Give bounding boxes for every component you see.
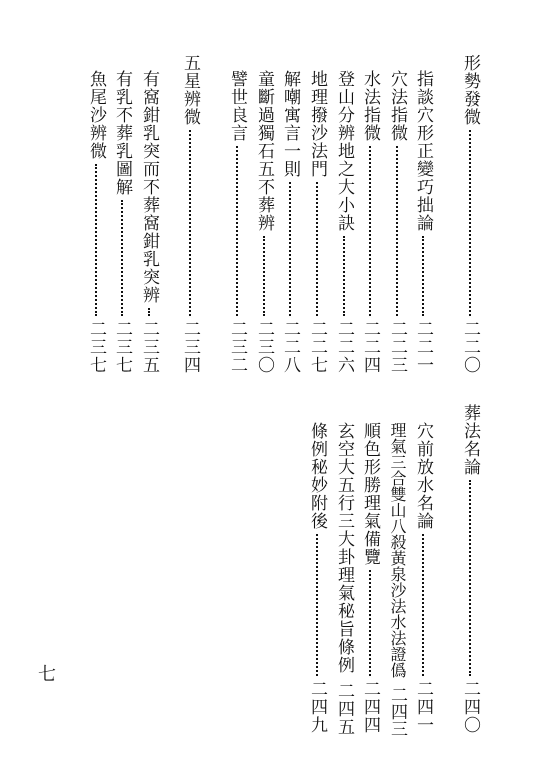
toc-entry (360, 70, 380, 374)
dot-leader (263, 236, 265, 316)
toc-page-number: 二二八 (280, 320, 300, 374)
dot-leader (95, 164, 97, 316)
toc-entry (460, 404, 480, 734)
toc-page-number: 二四一 (413, 680, 433, 734)
toc-page-number: 二二六 (334, 320, 354, 374)
toc-entry (254, 70, 274, 374)
toc-page-number: 二三二 (227, 320, 247, 374)
toc-entry (387, 70, 407, 374)
dot-leader (148, 308, 150, 316)
toc-page-number: 二二三 (387, 320, 407, 374)
toc-title: 穴前放水名論 (413, 422, 433, 530)
dot-leader (369, 146, 371, 316)
toc-page-number: 二二四 (360, 320, 380, 374)
dot-leader (316, 534, 318, 676)
dot-leader (121, 200, 123, 316)
toc-title: 穴法指微 (387, 70, 407, 142)
toc-title: 有乳不葬乳圖解 (112, 70, 132, 196)
toc-page-number: 二四〇 (460, 680, 480, 734)
toc-title: 地理撥沙法門 (307, 70, 327, 178)
dot-leader (369, 570, 371, 676)
toc-entry (460, 54, 480, 374)
toc-page-number: 二三七 (86, 320, 106, 374)
toc-title: 指談穴形正變巧拙論 (413, 70, 433, 232)
toc-page-number: 二三四 (180, 320, 200, 374)
toc-title: 譬世良言 (227, 70, 247, 142)
toc-entry (360, 422, 380, 734)
folio-page-number: 七 (38, 664, 56, 685)
toc-page-number: 二三七 (112, 320, 132, 374)
toc-entry (334, 422, 354, 734)
dot-leader (422, 534, 424, 676)
toc-entry (227, 70, 247, 374)
dot-leader (396, 146, 398, 316)
toc-title: 解嘲寓言一則 (280, 70, 300, 178)
dot-leader (469, 130, 471, 316)
toc-title: 葬法名論 (460, 404, 480, 476)
toc-entry (413, 70, 433, 374)
toc-page-number: 二四三 (387, 686, 407, 737)
toc-entry (112, 70, 132, 374)
toc-title: 有窩鉗乳突而不葬窩鉗乳突辨 (139, 70, 159, 304)
toc-page-number: 二二七 (307, 320, 327, 374)
toc-title: 形勢發微 (460, 54, 480, 126)
toc-page-number: 二三五 (139, 320, 159, 374)
toc-page-number: 二四九 (307, 680, 327, 734)
dot-leader (343, 236, 345, 316)
toc-title: 理氣三合雙山八殺黃泉沙法水法證僞 (388, 422, 407, 678)
toc-page-number: 二四四 (360, 680, 380, 734)
toc-title: 魚尾沙辨微 (86, 70, 106, 160)
dot-leader (189, 130, 191, 316)
toc-title: 順色形勝理氣備覽 (360, 422, 380, 566)
toc-title: 五星辨微 (180, 54, 200, 126)
dot-leader (422, 236, 424, 316)
toc-entry (413, 422, 433, 734)
dot-leader (289, 182, 291, 316)
toc-entry (387, 422, 407, 737)
toc-entry (139, 70, 159, 374)
toc-page-number: 二三〇 (254, 320, 274, 374)
toc-entry (307, 422, 327, 734)
toc-title: 水法指微 (360, 70, 380, 142)
toc-title: 條例秘妙附後 (307, 422, 327, 530)
toc-entry (334, 70, 354, 374)
dot-leader (316, 182, 318, 316)
toc-title: 童斷過獨石五不葬辨 (254, 70, 274, 232)
toc-title: 登山分辨地之大小訣 (334, 70, 354, 232)
toc-page-number: 二四五 (334, 682, 354, 736)
dot-leader (236, 146, 238, 316)
toc-entry (86, 70, 106, 374)
toc-entry (280, 70, 300, 374)
dot-leader (469, 480, 471, 676)
toc-entry (307, 70, 327, 374)
toc-entry (180, 54, 200, 374)
toc-page-number: 二二〇 (460, 320, 480, 374)
toc-page-number: 二二一 (413, 320, 433, 374)
toc-title: 玄空大五行三大卦理氣秘旨條例 (334, 422, 354, 674)
